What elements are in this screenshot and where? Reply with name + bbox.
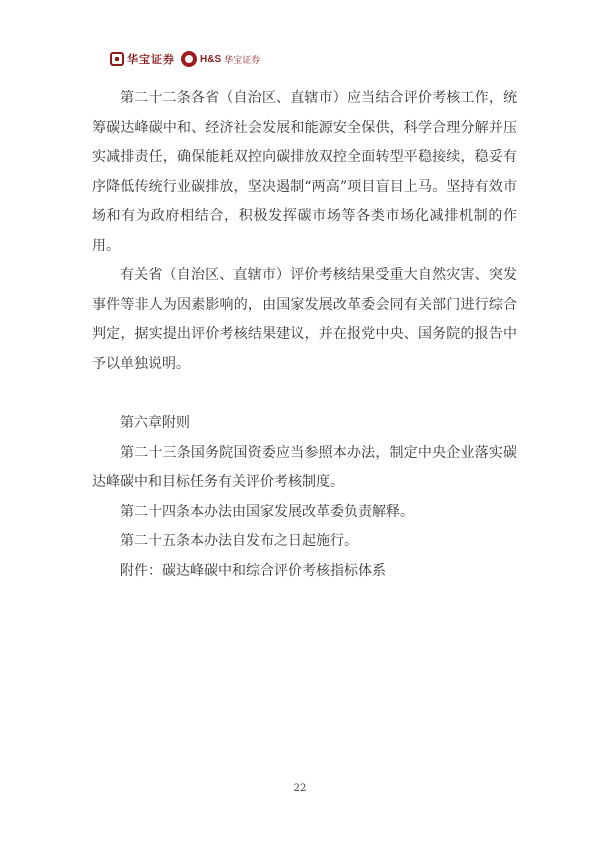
hs-circle-icon [181, 51, 197, 67]
section-gap [92, 379, 517, 409]
logo-huabao-text: 华宝证券 [127, 53, 175, 66]
document-body [92, 84, 517, 586]
logo-hs [181, 51, 260, 67]
paragraph-special-circumstances: 有关省（自治区、直辖市）评价考核结果受重大自然灾害、突发事件等非人为因素影响的，由国家发展改革委会同有关部门进行综合判定，据实提出评价考核结果建议，并在报党中央、国务院的报告中予以单独说明。 [92, 267, 517, 372]
logo-huabao [110, 51, 175, 67]
page-number: 22 [293, 783, 307, 794]
paragraph-article-23: 第二十三条国务院国资委应当参照本办法，制定中央企业落实碳达峰碳中和目标任务有关评价考核制度。 [92, 444, 517, 490]
page-header [110, 48, 260, 70]
paragraph-article-25: 第二十五条本办法自发布之日起施行。 [120, 533, 358, 549]
paragraph-article-22: 第二十二条各省（自治区、直辖市）应当结合评价考核工作，统筹碳达峰碳中和、经济社会发展和能源安全保供，科学合理分解并压实减排责任，确保能耗双控向碳排放双控全面转型平稳接续，稳妥有序降低传统行业碳排放，坚决遏制“两高”项目盲目上马。坚持有效市场和有为政府相结合，积极发挥碳市场等各类市场化减排机制的作用。 [92, 90, 517, 254]
huabao-seal-icon [110, 52, 124, 66]
paragraph-attachment: 附件：碳达峰碳中和综合评价考核指标体系 [120, 562, 386, 579]
logo-hs-text: H&S [200, 53, 222, 65]
logo-hs-subtext: 华宝证券 [224, 55, 261, 66]
chapter-heading: 第六章附则 [120, 415, 190, 431]
paragraph-article-24: 第二十四条本办法由国家发展改革委负责解释。 [120, 503, 414, 520]
